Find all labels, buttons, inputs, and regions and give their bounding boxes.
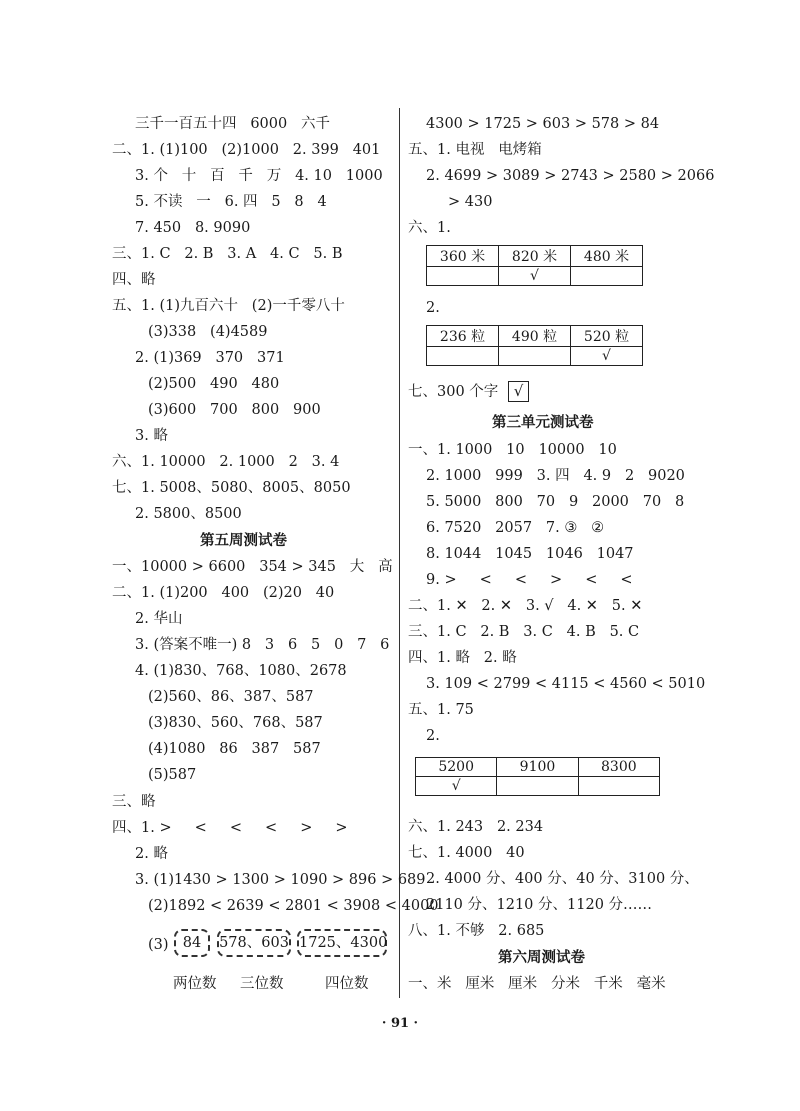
table-cell: 480 米 [571, 246, 643, 267]
answer-line: 2. 4699 > 3089 > 2743 > 2580 > 2066 [426, 168, 715, 184]
answer-table-2 [426, 325, 643, 366]
answer-line: 五、1. 75 [408, 702, 474, 718]
answer-line: 2. 1000 999 3. 四 4. 9 2 9020 [426, 468, 685, 484]
grouping-box: 84 [174, 929, 210, 957]
answer-line: (4)1080 86 387 587 [148, 741, 321, 757]
answer-line: 3. 个 十 百 千 万 4. 10 1000 [135, 168, 383, 184]
section-heading: 第三单元测试卷 [492, 414, 594, 431]
check-box: √ [508, 381, 529, 402]
answer-line: 4300 > 1725 > 603 > 578 > 84 [426, 116, 660, 132]
answer-line: 二、1. (1)100 (2)1000 2. 399 401 [112, 142, 381, 158]
answer-line: (3)830、560、768、587 [148, 715, 323, 731]
answer-line: 五、1. 电视 电烤箱 [408, 142, 542, 158]
answer-line: 5. 不读 一 6. 四 5 8 4 [135, 194, 327, 210]
answer-line: 二、1. ✕ 2. ✕ 3. √ 4. ✕ 5. ✕ [408, 598, 643, 614]
answer-line: 七、1. 4000 40 [408, 845, 525, 861]
answer-line: 三、1. C 2. B 3. A 4. C 5. B [112, 246, 343, 262]
answer-line: 7. 450 8. 9090 [135, 220, 251, 236]
answer-table-1 [426, 245, 643, 286]
table-cell: 360 米 [427, 246, 499, 267]
answer-line: 一、10000 > 6600 354 > 345 大 高 [112, 559, 393, 575]
table-cell: 9100 [497, 758, 578, 777]
grouping-box: 1725、4300 [297, 929, 387, 957]
answer-line: (3)600 700 800 900 [148, 402, 321, 418]
answer-line: 4. (1)830、768、1080、2678 [135, 663, 347, 679]
section-heading: 第六周测试卷 [498, 949, 585, 966]
answer-line: 六、1. [408, 220, 451, 236]
answer-line: > 430 [448, 194, 493, 210]
answer-line: 二、1. (1)200 400 (2)20 40 [112, 585, 335, 601]
answer-line: 2. 华山 [135, 611, 183, 627]
answer-line: 3. 略 [135, 428, 168, 444]
answer-line: (2)500 490 480 [148, 376, 280, 392]
table-cell: 5200 [416, 758, 497, 777]
column-divider [399, 108, 400, 998]
answer-line: 2. (1)369 370 371 [135, 350, 285, 366]
answer-line: 六、1. 10000 2. 1000 2 3. 4 [112, 454, 340, 470]
check-mark: √ [416, 777, 497, 796]
answer-line: 3. 109 < 2799 < 4115 < 4560 < 5010 [426, 676, 706, 692]
answer-line: 2. [426, 728, 440, 744]
answer-line: 七、300 个字 [408, 384, 499, 400]
answer-line: 8. 1044 1045 1046 1047 [426, 546, 634, 562]
answer-line: (3)338 (4)4589 [148, 324, 268, 340]
table-cell: 520 粒 [571, 326, 643, 347]
answer-line: 一、1. 1000 10 10000 10 [408, 442, 617, 458]
answer-line: 三千一百五十四 6000 六千 [135, 116, 331, 132]
table-cell: 820 米 [499, 246, 571, 267]
page-number: · 91 · [381, 1016, 419, 1031]
answer-line: 四、1. > < < < > > [112, 820, 348, 836]
answer-line: 2. 5800、8500 [135, 506, 242, 522]
table-cell [497, 777, 578, 796]
answer-line: 3. (答案不唯一) 8 3 6 5 0 7 6 [135, 637, 390, 653]
answer-line: 三、略 [112, 794, 156, 810]
answer-line: 5. 5000 800 70 9 2000 70 8 [426, 494, 685, 510]
box-caption: 三位数 [240, 976, 284, 992]
answer-line: 2. [426, 300, 440, 316]
answer-line: 六、1. 243 2. 234 [408, 819, 544, 835]
table-cell: 236 粒 [427, 326, 499, 347]
box-caption: 四位数 [325, 976, 369, 992]
answer-line: 七、1. 5008、5080、8005、8050 [112, 480, 351, 496]
check-mark: √ [499, 267, 571, 286]
table-cell [578, 777, 659, 796]
answer-line: 9. > < < > < < [426, 572, 633, 588]
answer-line: 6. 7520 2057 7. ③ ② [426, 520, 605, 536]
answer-line: 四、1. 略 2. 略 [408, 650, 517, 666]
box-caption: 两位数 [173, 976, 217, 992]
answer-line: 一、米 厘米 厘米 分米 千米 毫米 [408, 976, 666, 992]
check-mark: √ [571, 347, 643, 366]
table-cell [427, 267, 499, 286]
answer-line: (2)560、86、387、587 [148, 689, 314, 705]
answer-line: 三、1. C 2. B 3. C 4. B 5. C [408, 624, 640, 640]
table-cell: 490 粒 [499, 326, 571, 347]
table-cell: 8300 [578, 758, 659, 777]
answer-line: 3. (1)1430 > 1300 > 1090 > 896 > 689 [135, 872, 426, 888]
section-heading: 第五周测试卷 [200, 532, 287, 549]
answer-table-3 [415, 757, 660, 796]
answer-line: (3) [148, 937, 169, 953]
answer-line: 五、1. (1)九百六十 (2)一千零八十 [112, 298, 345, 314]
table-cell [427, 347, 499, 366]
answer-line: (2)1892 < 2639 < 2801 < 3908 < 4000 [148, 898, 439, 914]
grouping-box: 578、603 [217, 929, 291, 957]
answer-line: 2. 略 [135, 846, 168, 862]
answer-line: 2110 分、1210 分、1120 分…… [426, 897, 653, 913]
table-cell [571, 267, 643, 286]
answer-line: 四、略 [112, 272, 156, 288]
answer-line: (5)587 [148, 767, 197, 783]
answer-line: 八、1. 不够 2. 685 [408, 923, 545, 939]
answer-line: 2. 4000 分、400 分、40 分、3100 分、 [426, 871, 699, 887]
table-cell [499, 347, 571, 366]
